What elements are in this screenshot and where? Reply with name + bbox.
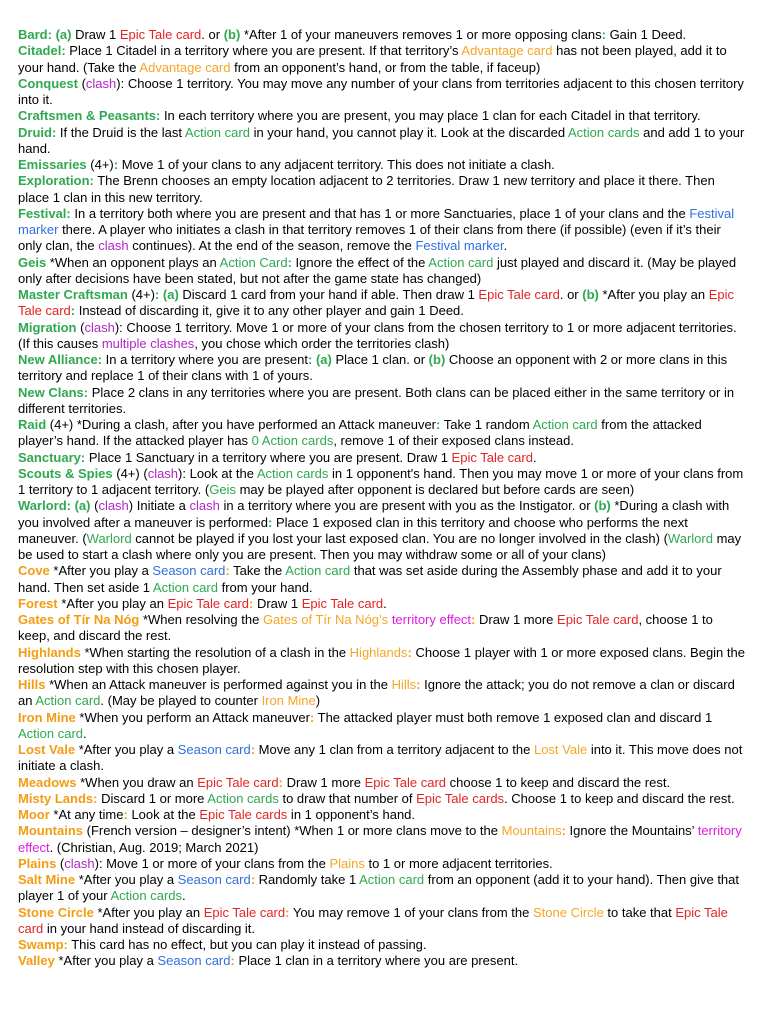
entry-text: : xyxy=(154,287,160,302)
advantage-card-entry xyxy=(18,775,748,791)
entry-text: territory effect xyxy=(391,612,472,627)
entry-text: territory effect xyxy=(18,823,742,855)
entry-text: Plains xyxy=(329,855,365,871)
entry-text: in your hand instead of discarding it. xyxy=(43,920,256,936)
entry-text: clash xyxy=(189,498,220,514)
advantage-card-entry xyxy=(18,937,748,953)
entry-text: The Brenn chooses an empty location adjacent to 2 territories. Draw 1 new territory and place it there. Then place 1 clan in this new territory. xyxy=(18,173,715,205)
advantage-card-entry xyxy=(18,563,748,596)
entry-text: In a territory both where you are present and that has 1 or more Sanctuaries, place 1 of your clans and the xyxy=(70,205,690,221)
entry-text: : xyxy=(407,644,412,660)
entry-text: Epic Tale card xyxy=(203,904,286,920)
advantage-card-entry xyxy=(18,596,748,612)
card-name: New Clans: xyxy=(18,384,89,400)
entry-text: ): xyxy=(178,465,186,481)
entry-text: Action card xyxy=(184,124,250,140)
advantage-card-entry xyxy=(18,953,748,969)
action-card-entry xyxy=(18,27,748,43)
advantage-card-entry xyxy=(18,710,748,743)
entry-text: Look at the xyxy=(186,465,257,481)
card-name: Meadows xyxy=(18,774,77,790)
advantage-card-entry xyxy=(18,872,748,905)
entry-text: from your hand. xyxy=(217,579,313,595)
entry-text: Place 2 clans in any territories where you are present. Both clans can be placed either in the same territory or in different territories. xyxy=(18,384,735,416)
entry-text: Epic Tale card xyxy=(167,595,249,611)
entry-text: Epic Tale card xyxy=(451,449,533,465)
card-name: Hills xyxy=(18,677,46,692)
entry-text: in your hand, you cannot play it. Look at the discarded xyxy=(249,124,568,140)
entry-text: clash xyxy=(64,855,95,871)
entry-text: *When you perform an Attack maneuver xyxy=(75,709,310,725)
entry-text: *When you draw an xyxy=(76,774,198,790)
entry-text: Place 1 clan in a territory where you are present. xyxy=(234,953,519,969)
card-name: Warlord: xyxy=(18,498,71,514)
entry-text: ) Initiate a xyxy=(128,498,190,514)
entry-text: Action card xyxy=(428,254,494,270)
entry-text: Action Card xyxy=(219,254,288,270)
advantage-card-entry xyxy=(18,823,748,856)
entry-text: in 1 opponent's hand. Then you may move 1 or more of your clans from 1 territory to 1 adjacent territory. ( xyxy=(18,465,744,497)
entry-text: clash xyxy=(98,238,129,254)
entry-text: Move any 1 clan from a territory adjacent to the xyxy=(255,742,534,757)
entry-text: Place 1 Sanctuary in a territory where you are present. Draw 1 xyxy=(85,449,452,465)
entry-text: Advantage card xyxy=(139,59,231,75)
entry-text: Ignore the effect of the xyxy=(291,254,429,270)
entry-text: Action card xyxy=(18,725,84,741)
card-name: Cove xyxy=(18,563,50,579)
card-name: Swamp: xyxy=(18,937,68,952)
action-card-entry xyxy=(18,76,748,109)
entry-text: Epic Tale card xyxy=(119,27,202,42)
entry-text: Move 1 of your clans to any adjacent territory. This does not initiate a clash. xyxy=(118,157,555,172)
entry-text: Discard 1 card from your hand if able. Then draw 1 xyxy=(178,287,479,302)
entry-text: , choose 1 to keep, and discard the rest. xyxy=(18,612,713,644)
card-name: Master Craftsman xyxy=(18,287,128,302)
entry-text: In a territory where you are present xyxy=(102,352,308,367)
entry-text: *When starting the resolution of a clash in the xyxy=(80,644,350,660)
entry-text: ): xyxy=(94,855,103,871)
entry-text: ( xyxy=(56,855,65,871)
advantage-card-entry xyxy=(18,905,748,938)
entry-text: You may remove 1 of your clans from the xyxy=(289,904,533,920)
entry-text: Choose 1 territory. Move 1 or more of your clans from the chosen territory to 1 or more adjacent territories. (If this causes xyxy=(18,319,737,351)
entry-text: Season card xyxy=(152,563,226,579)
entry-text: Action card xyxy=(35,693,101,709)
entry-text: *After you play an xyxy=(93,904,204,920)
entry-text: Instead of discarding it, give it to any other player and gain 1 Deed. xyxy=(75,303,464,319)
entry-text: (a) xyxy=(55,27,72,42)
action-card-entry xyxy=(18,385,748,418)
card-name: Migration xyxy=(18,319,77,335)
entry-text: : xyxy=(561,823,566,839)
entry-text: Epic Tale card xyxy=(364,774,447,790)
entry-text: *When an opponent plays an xyxy=(46,254,220,270)
entry-text: that was set aside during the Assembly phase and add it to your hand. Then set aside 1 xyxy=(18,563,722,595)
entry-text: Take the xyxy=(229,563,286,579)
entry-text: Advantage card xyxy=(461,43,553,59)
entry-text: clash xyxy=(147,465,179,481)
entry-text: choose 1 to keep and discard the rest. xyxy=(446,774,671,790)
entry-text: Ignore the Mountains’ xyxy=(565,823,698,839)
entry-text: Action cards xyxy=(567,124,640,140)
entry-text: just played and discard it. (May be played only after decisions have been stated, but not after the game state has changed) xyxy=(18,254,737,286)
entry-text: : xyxy=(123,807,128,822)
entry-text: Place 1 Citadel in a territory where you are present. If that territory’s xyxy=(65,43,462,59)
entry-text: Draw 1 more xyxy=(282,774,365,790)
entry-text: to draw that number of xyxy=(278,790,417,806)
entry-text: : xyxy=(436,417,441,432)
card-name: Craftsmen & Peasants: xyxy=(18,108,161,124)
entry-text: . Choose 1 to keep and discard the rest. xyxy=(504,790,735,806)
entry-text: Move 1 or more of your clans from the xyxy=(102,855,330,871)
entry-text: Choose an opponent with 2 or more clans in this territory and replace 1 of their clans with 1 of yours. xyxy=(18,352,728,384)
action-card-entry xyxy=(18,450,748,466)
entry-text: Action cards xyxy=(207,790,279,806)
card-name: Moor xyxy=(18,807,50,822)
entry-text: ): xyxy=(114,319,123,335)
action-card-entry xyxy=(18,352,748,385)
advantage-card-entry xyxy=(18,645,748,678)
entry-text: : xyxy=(471,612,476,627)
entry-text: ( xyxy=(90,498,99,514)
entry-text: Warlord xyxy=(667,530,713,546)
card-name: Emissaries xyxy=(18,157,87,172)
entry-text: Festival marker xyxy=(415,238,504,254)
card-name: Citadel: xyxy=(18,43,66,59)
entry-text: multiple clashes xyxy=(101,335,195,351)
entry-text: : xyxy=(309,709,315,725)
entry-text: . xyxy=(532,449,537,465)
entry-text: cannot be played if you lost your last exposed clan. You are no longer involved in the clash) ( xyxy=(131,530,668,546)
card-reference-list xyxy=(18,27,748,970)
entry-text: to 1 or more adjacent territories. xyxy=(364,855,553,871)
card-name: Scouts & Spies xyxy=(18,465,113,481)
entry-text: (b) xyxy=(582,287,599,302)
action-card-entry xyxy=(18,320,748,353)
card-name: Forest xyxy=(18,595,58,611)
entry-text: *After you play a xyxy=(49,563,153,579)
advantage-card-entry xyxy=(18,791,748,807)
entry-text: . xyxy=(383,595,387,611)
entry-text: may be played after opponent is declared but before cards are seen) xyxy=(235,482,635,497)
entry-text: *After you play an xyxy=(57,595,168,611)
entry-text: Hills xyxy=(391,677,417,692)
card-name: Iron Mine xyxy=(18,709,76,725)
entry-text: Action cards xyxy=(256,465,329,481)
entry-text: : xyxy=(287,254,292,270)
entry-text: . or xyxy=(201,27,224,42)
entry-text: Choose 1 player with 1 or more exposed clans. Begin the resolution step with this chosen player. xyxy=(18,644,745,676)
card-name: Druid: xyxy=(18,124,57,140)
entry-text: Epic Tale cards xyxy=(199,807,288,822)
entry-text: Warlord xyxy=(86,530,132,546)
entry-text: If the Druid is the last xyxy=(56,124,185,140)
entry-text: Gates of Tír Na Nóg’s xyxy=(262,612,389,627)
entry-text: Randomly take 1 xyxy=(255,872,360,887)
entry-text: . xyxy=(83,725,87,741)
entry-text: : xyxy=(307,352,313,367)
entry-text: ( xyxy=(77,75,86,91)
card-name: Conquest xyxy=(18,75,78,91)
entry-text: Lost Vale xyxy=(533,742,588,757)
entry-text: Epic Tale cards xyxy=(416,790,505,806)
advantage-card-entry xyxy=(18,807,748,823)
card-name: Lost Vale xyxy=(18,742,76,757)
entry-text: *After you play an xyxy=(598,287,709,302)
action-card-entry xyxy=(18,157,748,173)
card-name: Plains xyxy=(18,855,57,871)
entry-text: In each territory where you are present, you may place 1 clan for each Citadel in that territory. xyxy=(160,108,701,124)
entry-text: Discard 1 or more xyxy=(97,790,208,806)
advantage-card-entry xyxy=(18,677,748,710)
entry-text: The attacked player must both remove 1 exposed clan and discard 1 xyxy=(314,709,713,725)
card-name: Highlands xyxy=(18,644,81,660)
entry-text: . (Christian, Aug. 2019; March 2021) xyxy=(49,839,259,855)
card-name: Stone Circle xyxy=(18,904,94,920)
entry-text: (a) xyxy=(315,352,332,367)
entry-text: . or xyxy=(559,287,583,302)
entry-text: Place 1 clan. or xyxy=(331,352,429,367)
card-name: Geis xyxy=(18,254,47,270)
action-card-entry xyxy=(18,43,748,76)
card-name: Exploration: xyxy=(18,173,94,189)
entry-text: : xyxy=(250,742,256,757)
entry-text: : xyxy=(113,157,119,172)
entry-text: Action card xyxy=(359,872,425,887)
entry-text: *After you play a xyxy=(54,953,158,969)
entry-text: Choose 1 territory. You may move any number of your clans from territories adjacent to this chosen territory into it. xyxy=(18,75,744,107)
entry-text: Epic Tale card xyxy=(557,612,639,627)
card-name: Salt Mine xyxy=(18,872,76,887)
entry-text: in a territory where you are present with you as the Instigator. or xyxy=(219,498,595,514)
card-name: New Alliance: xyxy=(18,352,103,367)
entry-text: , remove 1 of their exposed clans instead. xyxy=(333,433,574,449)
entry-text: Action card xyxy=(532,417,598,432)
entry-text: Draw 1 xyxy=(71,27,120,42)
entry-text: in 1 opponent’s hand. xyxy=(287,807,416,822)
entry-text: Epic Tale card xyxy=(197,774,279,790)
entry-text: Highlands xyxy=(349,644,408,660)
card-name: Festival: xyxy=(18,205,71,221)
advantage-card-entry xyxy=(18,612,748,645)
entry-text: Epic Tale card xyxy=(18,287,734,319)
action-card-entry xyxy=(18,255,748,288)
action-card-entry xyxy=(18,287,748,320)
entry-text: *After you play a xyxy=(75,742,178,757)
entry-text: (French version – designer’s intent) *When 1 or more clans move to the xyxy=(83,823,502,839)
entry-text: *After you play a xyxy=(75,872,178,887)
entry-text: ) xyxy=(315,693,321,709)
entry-text: ): xyxy=(116,75,125,91)
entry-text: (4+) ( xyxy=(112,465,148,481)
entry-text: Place 1 exposed clan in this territory and choose who performs the next maneuver. ( xyxy=(18,514,688,546)
entry-text: Gain 1 Deed. xyxy=(605,27,687,42)
action-card-entry xyxy=(18,206,748,255)
action-card-entry xyxy=(18,466,748,499)
card-name: Raid xyxy=(18,417,47,432)
entry-text: *At any time xyxy=(49,807,124,822)
entry-text: Mountains xyxy=(501,823,562,839)
entry-text: Stone Circle xyxy=(532,904,604,920)
card-name: Gates of Tír Na Nóg xyxy=(18,612,140,627)
entry-text: *When an Attack maneuver is performed against you in the xyxy=(45,677,392,692)
action-card-entry xyxy=(18,108,748,124)
entry-text: *During a clash with you involved after a maneuver is performed xyxy=(18,498,730,530)
entry-text: clash xyxy=(98,498,129,514)
entry-text: : xyxy=(285,904,290,920)
advantage-card-entry xyxy=(18,742,748,775)
entry-text: Action card xyxy=(285,563,351,579)
entry-text: : xyxy=(250,872,256,887)
entry-text: . xyxy=(182,888,186,904)
action-card-entry xyxy=(18,173,748,206)
entry-text: Iron Mine xyxy=(261,693,316,709)
card-name: Misty Lands: xyxy=(18,790,98,806)
entry-text: Epic Tale card xyxy=(301,595,384,611)
entry-text: and add 1 to your hand. xyxy=(18,124,745,156)
card-name: Sanctuary: xyxy=(18,449,86,465)
card-name: Mountains xyxy=(18,823,83,839)
entry-text: : xyxy=(278,774,283,790)
entry-text: (b) xyxy=(594,498,611,514)
entry-text: : xyxy=(416,677,421,692)
action-card-entry xyxy=(18,417,748,450)
entry-text: to take that xyxy=(603,904,676,920)
entry-text: continues). At the end of the season, remove the xyxy=(128,238,416,254)
entry-text: Season card xyxy=(177,742,251,757)
entry-text: Action cards xyxy=(110,888,183,904)
entry-text: , you chose which order the territories clash) xyxy=(194,335,450,351)
entry-text: *When resolving the xyxy=(139,612,263,627)
entry-text: (4+) xyxy=(127,287,155,302)
entry-text: Take 1 random xyxy=(440,417,533,432)
entry-text: . (May be played to counter xyxy=(100,693,262,709)
entry-text: (b) xyxy=(428,352,446,367)
entry-text: clash xyxy=(84,319,115,335)
entry-text: Epic Tale card xyxy=(478,287,560,302)
entry-text: Draw 1 more xyxy=(475,612,558,627)
entry-text: clash xyxy=(85,75,117,91)
entry-text: has not been played, add it to your hand. (Take the xyxy=(18,43,727,75)
entry-text: (a) xyxy=(162,287,179,302)
card-name: Valley xyxy=(18,953,55,969)
entry-text: (4+) *During a clash, after you have performed an Attack maneuver xyxy=(46,417,437,432)
entry-text: : xyxy=(249,595,254,611)
entry-text: Season card xyxy=(177,872,251,887)
entry-text: : xyxy=(225,563,230,579)
entry-text: into it. This move does not initiate a clash. xyxy=(18,742,743,774)
card-name: Bard: xyxy=(18,27,52,42)
entry-text: ( xyxy=(76,319,85,335)
action-card-entry xyxy=(18,498,748,563)
entry-text: 0 Action cards xyxy=(251,433,334,449)
entry-text: (b) xyxy=(223,27,241,42)
advantage-card-entry xyxy=(18,856,748,872)
entry-text: Festival marker xyxy=(18,205,735,237)
entry-text: from an opponent’s hand, or from the table, if faceup) xyxy=(230,59,541,75)
entry-text: This card has no effect, but you can play it instead of passing. xyxy=(67,937,427,952)
entry-text: : xyxy=(70,303,76,319)
entry-text: : xyxy=(601,27,606,42)
entry-text: Look at the xyxy=(127,807,200,822)
entry-text: Geis xyxy=(209,482,236,497)
entry-text: Draw 1 xyxy=(253,595,302,611)
entry-text: Epic Tale card xyxy=(18,904,728,936)
entry-text: (a) xyxy=(74,498,91,514)
entry-text: *After 1 of your maneuvers removes 1 or more opposing clans xyxy=(240,27,602,42)
entry-text: : xyxy=(268,514,273,530)
entry-text: . xyxy=(503,238,508,254)
entry-text: : xyxy=(230,953,235,969)
entry-text: may be used to start a clash where only you are present. Then you may withdraw some or all of your clans) xyxy=(18,530,742,562)
entry-text: from an opponent (add it to your hand). Then give that player 1 of your xyxy=(18,872,740,904)
entry-text: (4+) xyxy=(86,157,114,172)
entry-text: Ignore the attack; you do not remove a clan or discard an xyxy=(18,677,735,709)
entry-text: there. A player who initiates a clash in that territory removes 1 of their clans from there (if possible) (even if it’s their only clan, the xyxy=(18,222,721,254)
entry-text: from the attacked player’s hand. If the attacked player has xyxy=(18,417,702,449)
action-card-entry xyxy=(18,125,748,158)
entry-text: Action card xyxy=(152,579,218,595)
entry-text: Season card xyxy=(157,953,231,969)
